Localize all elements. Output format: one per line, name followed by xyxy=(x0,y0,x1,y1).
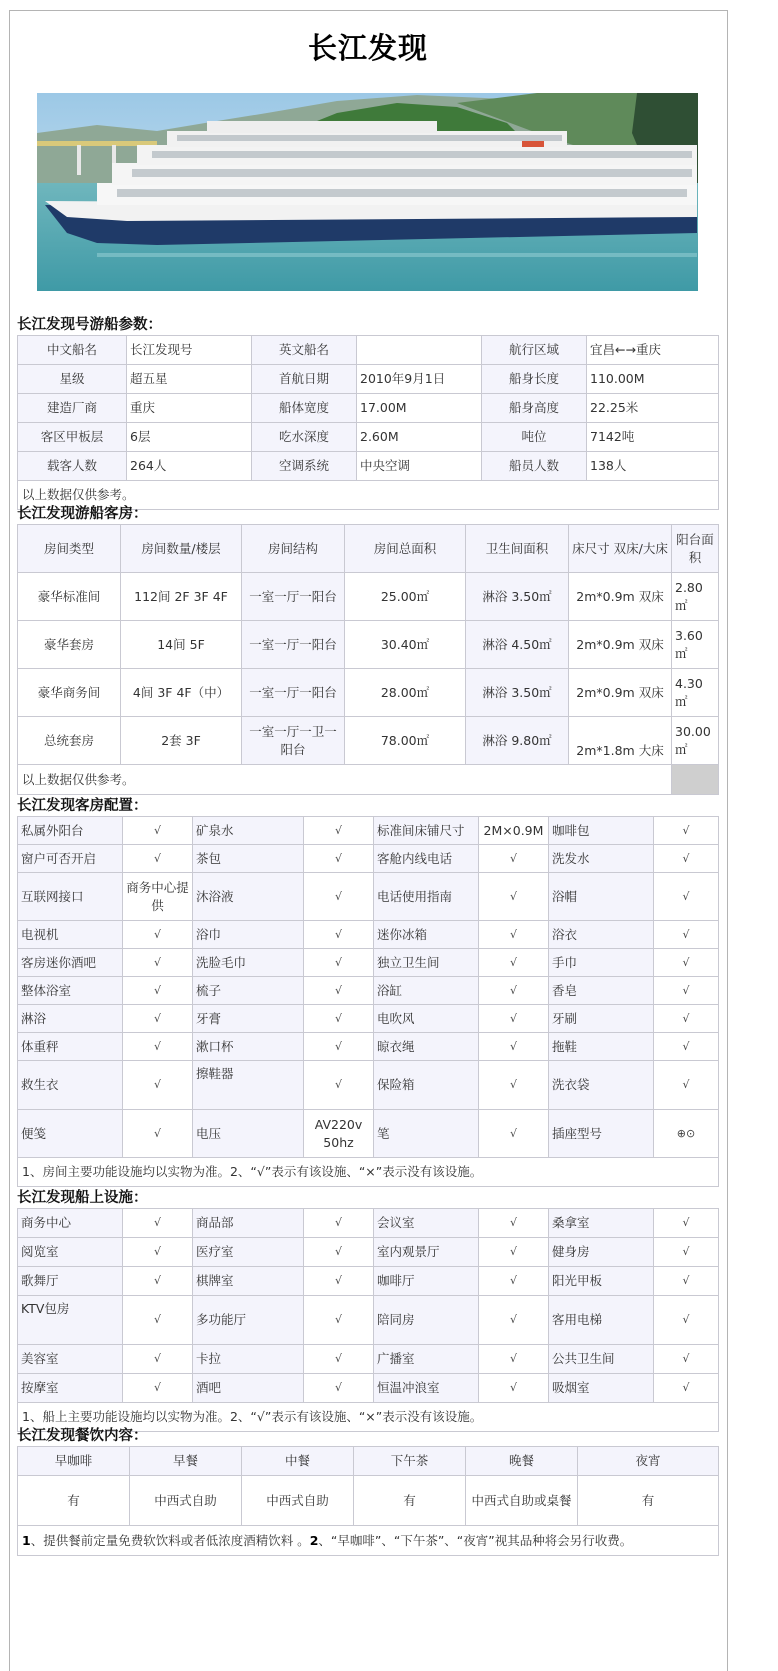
meal-value: 中西式自助或桌餐 xyxy=(466,1476,578,1526)
config-value: √ xyxy=(654,949,719,977)
config-value: √ xyxy=(479,873,549,921)
config-value: √ xyxy=(304,873,374,921)
table-row xyxy=(18,1267,719,1296)
config-item: 矿泉水 xyxy=(193,817,304,845)
config-section xyxy=(17,797,717,1187)
table-row xyxy=(18,949,719,977)
config-value: √ xyxy=(304,977,374,1005)
config-item: 独立卫生间 xyxy=(374,949,479,977)
config-item: 整体浴室 xyxy=(18,977,123,1005)
table-row xyxy=(18,977,719,1005)
param-value: 7142吨 xyxy=(587,423,719,452)
config-value: √ xyxy=(654,921,719,949)
config-value: √ xyxy=(654,817,719,845)
config-item: 手巾 xyxy=(549,949,654,977)
rooms-heading: 长江发现游船客房： xyxy=(17,506,148,522)
column-header: 阳台面积 xyxy=(672,525,719,573)
param-label: 吨位 xyxy=(482,423,587,452)
config-value: √ xyxy=(479,1033,549,1061)
facility-value: √ xyxy=(304,1209,374,1238)
room-cell: 2套 3F xyxy=(121,717,242,765)
column-header: 房间总面积 xyxy=(345,525,466,573)
config-item: 浴帽 xyxy=(549,873,654,921)
config-value: √ xyxy=(479,1110,549,1158)
socket-type-icon: ⊕⊙ xyxy=(654,1110,719,1158)
room-cell: 4.30㎡ xyxy=(672,669,719,717)
table-row xyxy=(18,1110,719,1158)
facility-item: 商务中心 xyxy=(18,1209,123,1238)
rooms-section xyxy=(17,505,717,795)
facility-value: √ xyxy=(304,1345,374,1374)
config-item: 梳子 xyxy=(193,977,304,1005)
room-cell: 豪华标准间 xyxy=(18,573,121,621)
param-value: 6层 xyxy=(127,423,252,452)
config-item: 客房迷你酒吧 xyxy=(18,949,123,977)
facility-value: √ xyxy=(479,1345,549,1374)
param-label: 星级 xyxy=(18,365,127,394)
room-cell: 3.60㎡ xyxy=(672,621,719,669)
facility-value: √ xyxy=(123,1296,193,1345)
config-item: 擦鞋器 xyxy=(193,1061,304,1110)
note-number: 2 xyxy=(309,1532,319,1548)
config-item: 浴巾 xyxy=(193,921,304,949)
config-heading: 长江发现客房配置： xyxy=(17,798,148,814)
column-header: 早咖啡 xyxy=(18,1447,130,1476)
config-item: 保险箱 xyxy=(374,1061,479,1110)
facility-item: 恒温冲浪室 xyxy=(374,1374,479,1403)
config-value: √ xyxy=(654,1005,719,1033)
facility-value: √ xyxy=(304,1374,374,1403)
table-row xyxy=(18,1526,719,1556)
config-value: √ xyxy=(654,873,719,921)
table-row xyxy=(18,817,719,845)
config-item: 救生衣 xyxy=(18,1061,123,1110)
config-item: 便笺 xyxy=(18,1110,123,1158)
facility-value: √ xyxy=(654,1296,719,1345)
facility-value: √ xyxy=(479,1209,549,1238)
config-value: √ xyxy=(304,817,374,845)
table-row xyxy=(18,1296,719,1345)
empty-gray-cell xyxy=(672,765,719,795)
config-value: √ xyxy=(479,949,549,977)
config-item: 香皂 xyxy=(549,977,654,1005)
table-row xyxy=(18,336,719,365)
note-number: 1 xyxy=(22,1532,31,1548)
config-value: √ xyxy=(479,921,549,949)
room-cell: 淋浴 3.50㎡ xyxy=(466,573,569,621)
meal-value: 中西式自助 xyxy=(242,1476,354,1526)
param-label: 空调系统 xyxy=(252,452,357,481)
facility-item: 会议室 xyxy=(374,1209,479,1238)
column-header: 夜宵 xyxy=(578,1447,719,1476)
config-item: 洗脸毛巾 xyxy=(193,949,304,977)
facility-value: √ xyxy=(479,1296,549,1345)
table-row xyxy=(18,845,719,873)
config-value: √ xyxy=(123,1033,193,1061)
param-label: 船员人数 xyxy=(482,452,587,481)
param-value: 超五星 xyxy=(127,365,252,394)
facility-item: 医疗室 xyxy=(193,1238,304,1267)
table-row xyxy=(18,1209,719,1238)
room-cell: 淋浴 9.80㎡ xyxy=(466,717,569,765)
facility-value: √ xyxy=(479,1238,549,1267)
config-item: 浴缸 xyxy=(374,977,479,1005)
facility-item: 咖啡厅 xyxy=(374,1267,479,1296)
config-item: 迷你冰箱 xyxy=(374,921,479,949)
param-label: 船身高度 xyxy=(482,394,587,423)
param-value: 中央空调 xyxy=(357,452,482,481)
table-row xyxy=(18,1345,719,1374)
config-item: 漱口杯 xyxy=(193,1033,304,1061)
room-cell: 112间 2F 3F 4F xyxy=(121,573,242,621)
table-row xyxy=(18,1005,719,1033)
column-header: 房间结构 xyxy=(242,525,345,573)
ship-photo xyxy=(37,93,698,291)
config-item: 洗衣袋 xyxy=(549,1061,654,1110)
column-header: 床尺寸 双床/大床 xyxy=(569,525,672,573)
params-heading: 长江发现号游船参数： xyxy=(17,317,162,333)
meal-value: 有 xyxy=(18,1476,130,1526)
param-label: 建造厂商 xyxy=(18,394,127,423)
room-cell: 2m*0.9m 双床 xyxy=(569,669,672,717)
config-value: √ xyxy=(304,1061,374,1110)
param-value: 2.60M xyxy=(357,423,482,452)
table-row xyxy=(18,394,719,423)
param-label: 吃水深度 xyxy=(252,423,357,452)
facility-value: √ xyxy=(304,1238,374,1267)
table-header-row xyxy=(18,525,719,573)
param-label: 客区甲板层 xyxy=(18,423,127,452)
table-row xyxy=(18,1061,719,1110)
room-cell: 4间 3F 4F（中） xyxy=(121,669,242,717)
facility-item: 按摩室 xyxy=(18,1374,123,1403)
table-row xyxy=(18,1374,719,1403)
config-value: √ xyxy=(304,845,374,873)
facility-item: 吸烟室 xyxy=(549,1374,654,1403)
config-value: √ xyxy=(479,845,549,873)
facility-item: 阅览室 xyxy=(18,1238,123,1267)
column-header: 中餐 xyxy=(242,1447,354,1476)
facility-item: 公共卫生间 xyxy=(549,1345,654,1374)
room-cell: 淋浴 3.50㎡ xyxy=(466,669,569,717)
rooms-table xyxy=(17,524,719,795)
room-cell: 豪华商务间 xyxy=(18,669,121,717)
param-value: 110.00M xyxy=(587,365,719,394)
column-header: 房间数量/楼层 xyxy=(121,525,242,573)
room-cell: 28.00㎡ xyxy=(345,669,466,717)
config-item: 标准间床铺尺寸 xyxy=(374,817,479,845)
config-item: 晾衣绳 xyxy=(374,1033,479,1061)
meal-value: 有 xyxy=(354,1476,466,1526)
facilities-note: 1、船上主要功能设施均以实物为准。2、“√”表示有该设施、“×”表示没有该设施。 xyxy=(18,1403,719,1432)
facility-value: √ xyxy=(304,1296,374,1345)
room-cell: 一室一厅一阳台 xyxy=(242,621,345,669)
room-cell: 78.00㎡ xyxy=(345,717,466,765)
facility-item: 商品部 xyxy=(193,1209,304,1238)
config-value: √ xyxy=(123,977,193,1005)
param-label: 首航日期 xyxy=(252,365,357,394)
param-value: 138人 xyxy=(587,452,719,481)
config-value: √ xyxy=(123,817,193,845)
params-section xyxy=(17,316,717,510)
facility-item: 酒吧 xyxy=(193,1374,304,1403)
facility-item: 卡拉 xyxy=(193,1345,304,1374)
config-item: 洗发水 xyxy=(549,845,654,873)
note-text: 、“早咖啡”、“下午茶”、“夜宵”视其品种将会另行收费。 xyxy=(318,1532,633,1548)
facility-value: √ xyxy=(123,1345,193,1374)
page-title: 长江发现 xyxy=(307,31,428,65)
facility-value: √ xyxy=(479,1374,549,1403)
room-cell: 2.80㎡ xyxy=(672,573,719,621)
table-row xyxy=(18,873,719,921)
column-header: 下午茶 xyxy=(354,1447,466,1476)
room-cell: 一室一厅一卫一阳台 xyxy=(242,717,345,765)
config-item: 电话使用指南 xyxy=(374,873,479,921)
dining-note xyxy=(18,1526,719,1556)
param-label: 中文船名 xyxy=(18,336,127,365)
param-value xyxy=(357,336,482,365)
config-item: 淋浴 xyxy=(18,1005,123,1033)
facility-value: √ xyxy=(304,1267,374,1296)
table-row xyxy=(18,1158,719,1187)
facility-item: 桑拿室 xyxy=(549,1209,654,1238)
table-row xyxy=(18,765,719,795)
room-cell: 2m*1.8m 大床 xyxy=(569,717,672,765)
room-cell: 14间 5F xyxy=(121,621,242,669)
facility-item: 健身房 xyxy=(549,1238,654,1267)
config-value: √ xyxy=(304,1005,374,1033)
config-value: √ xyxy=(654,1061,719,1110)
config-value: √ xyxy=(123,1110,193,1158)
column-header: 早餐 xyxy=(130,1447,242,1476)
param-value: 264人 xyxy=(127,452,252,481)
facility-item: KTV包房 xyxy=(18,1296,123,1345)
config-value: √ xyxy=(479,1005,549,1033)
config-item: 电吹风 xyxy=(374,1005,479,1033)
room-cell: 30.00㎡ xyxy=(672,717,719,765)
table-row xyxy=(18,365,719,394)
room-cell: 豪华套房 xyxy=(18,621,121,669)
facility-item: 客用电梯 xyxy=(549,1296,654,1345)
note-text: 、提供餐前定量免费软饮料或者低浓度酒精饮料 。 xyxy=(30,1532,310,1548)
room-cell: 一室一厅一阳台 xyxy=(242,669,345,717)
config-item: 浴衣 xyxy=(549,921,654,949)
config-value: √ xyxy=(123,1061,193,1110)
config-value: √ xyxy=(123,1005,193,1033)
config-item: 拖鞋 xyxy=(549,1033,654,1061)
room-cell: 一室一厅一阳台 xyxy=(242,573,345,621)
param-value: 重庆 xyxy=(127,394,252,423)
config-table xyxy=(17,816,719,1187)
room-cell: 30.40㎡ xyxy=(345,621,466,669)
config-value: √ xyxy=(123,921,193,949)
params-note: 以上数据仅供参考。 xyxy=(18,481,719,510)
facility-item: 多功能厅 xyxy=(193,1296,304,1345)
config-value: √ xyxy=(654,1033,719,1061)
facility-item: 广播室 xyxy=(374,1345,479,1374)
dining-heading: 长江发现餐饮内容： xyxy=(17,1428,148,1444)
config-value: √ xyxy=(123,949,193,977)
config-value: √ xyxy=(479,1061,549,1110)
table-row xyxy=(18,1238,719,1267)
facility-value: √ xyxy=(479,1267,549,1296)
config-value: √ xyxy=(304,921,374,949)
facilities-heading: 长江发现船上设施： xyxy=(17,1190,148,1206)
param-value: 2010年9月1日 xyxy=(357,365,482,394)
config-value: √ xyxy=(304,949,374,977)
param-label: 船身长度 xyxy=(482,365,587,394)
room-cell: 总统套房 xyxy=(18,717,121,765)
facility-value: √ xyxy=(123,1267,193,1296)
column-header: 房间类型 xyxy=(18,525,121,573)
config-value: 商务中心提供 xyxy=(123,873,193,921)
table-row xyxy=(18,1476,719,1526)
param-label: 载客人数 xyxy=(18,452,127,481)
facility-value: √ xyxy=(123,1374,193,1403)
config-item: 电压 xyxy=(193,1110,304,1158)
table-row xyxy=(18,921,719,949)
config-item: 电视机 xyxy=(18,921,123,949)
config-item: 沐浴液 xyxy=(193,873,304,921)
config-value: √ xyxy=(304,1033,374,1061)
facilities-table xyxy=(17,1208,719,1432)
config-note: 1、房间主要功能设施均以实物为准。2、“√”表示有该设施、“×”表示没有该设施。 xyxy=(18,1158,719,1187)
dining-section xyxy=(17,1427,717,1556)
config-item: 私属外阳台 xyxy=(18,817,123,845)
room-cell: 25.00㎡ xyxy=(345,573,466,621)
table-row xyxy=(18,452,719,481)
table-row xyxy=(18,423,719,452)
table-row xyxy=(18,1033,719,1061)
config-item: 窗户可否开启 xyxy=(18,845,123,873)
facility-value: √ xyxy=(123,1209,193,1238)
table-row xyxy=(18,717,719,765)
param-value: 宜昌←→重庆 xyxy=(587,336,719,365)
facility-item: 阳光甲板 xyxy=(549,1267,654,1296)
rooms-note: 以上数据仅供参考。 xyxy=(18,765,672,795)
column-header: 卫生间面积 xyxy=(466,525,569,573)
column-header: 晚餐 xyxy=(466,1447,578,1476)
config-item: 牙膏 xyxy=(193,1005,304,1033)
facility-value: √ xyxy=(654,1267,719,1296)
config-value: AV220v 50hz xyxy=(304,1110,374,1158)
table-row xyxy=(18,621,719,669)
config-value: √ xyxy=(479,977,549,1005)
facility-value: √ xyxy=(123,1238,193,1267)
facility-item: 棋牌室 xyxy=(193,1267,304,1296)
facility-value: √ xyxy=(654,1209,719,1238)
facility-item: 陪同房 xyxy=(374,1296,479,1345)
table-header-row xyxy=(18,1447,719,1476)
param-value: 22.25米 xyxy=(587,394,719,423)
facility-item: 室内观景厅 xyxy=(374,1238,479,1267)
config-value: 2M×0.9M xyxy=(479,817,549,845)
facility-value: √ xyxy=(654,1345,719,1374)
param-label: 航行区域 xyxy=(482,336,587,365)
param-label: 船体宽度 xyxy=(252,394,357,423)
params-table xyxy=(17,335,719,510)
config-item: 体重秤 xyxy=(18,1033,123,1061)
config-item: 咖啡包 xyxy=(549,817,654,845)
config-item: 互联网接口 xyxy=(18,873,123,921)
facility-value: √ xyxy=(654,1238,719,1267)
room-cell: 2m*0.9m 双床 xyxy=(569,573,672,621)
config-value: √ xyxy=(654,977,719,1005)
facility-item: 歌舞厅 xyxy=(18,1267,123,1296)
config-item: 笔 xyxy=(374,1110,479,1158)
table-row xyxy=(18,573,719,621)
meal-value: 中西式自助 xyxy=(130,1476,242,1526)
param-label: 英文船名 xyxy=(252,336,357,365)
facilities-section xyxy=(17,1189,717,1432)
config-item: 牙刷 xyxy=(549,1005,654,1033)
facility-value: √ xyxy=(654,1374,719,1403)
table-row xyxy=(18,669,719,717)
config-item: 茶包 xyxy=(193,845,304,873)
room-cell: 2m*0.9m 双床 xyxy=(569,621,672,669)
config-item: 插座型号 xyxy=(549,1110,654,1158)
config-item: 客舱内线电话 xyxy=(374,845,479,873)
meal-value: 有 xyxy=(578,1476,719,1526)
config-value: √ xyxy=(654,845,719,873)
dining-table xyxy=(17,1446,719,1556)
room-cell: 淋浴 4.50㎡ xyxy=(466,621,569,669)
param-value: 长江发现号 xyxy=(127,336,252,365)
facility-item: 美容室 xyxy=(18,1345,123,1374)
config-value: √ xyxy=(123,845,193,873)
param-value: 17.00M xyxy=(357,394,482,423)
